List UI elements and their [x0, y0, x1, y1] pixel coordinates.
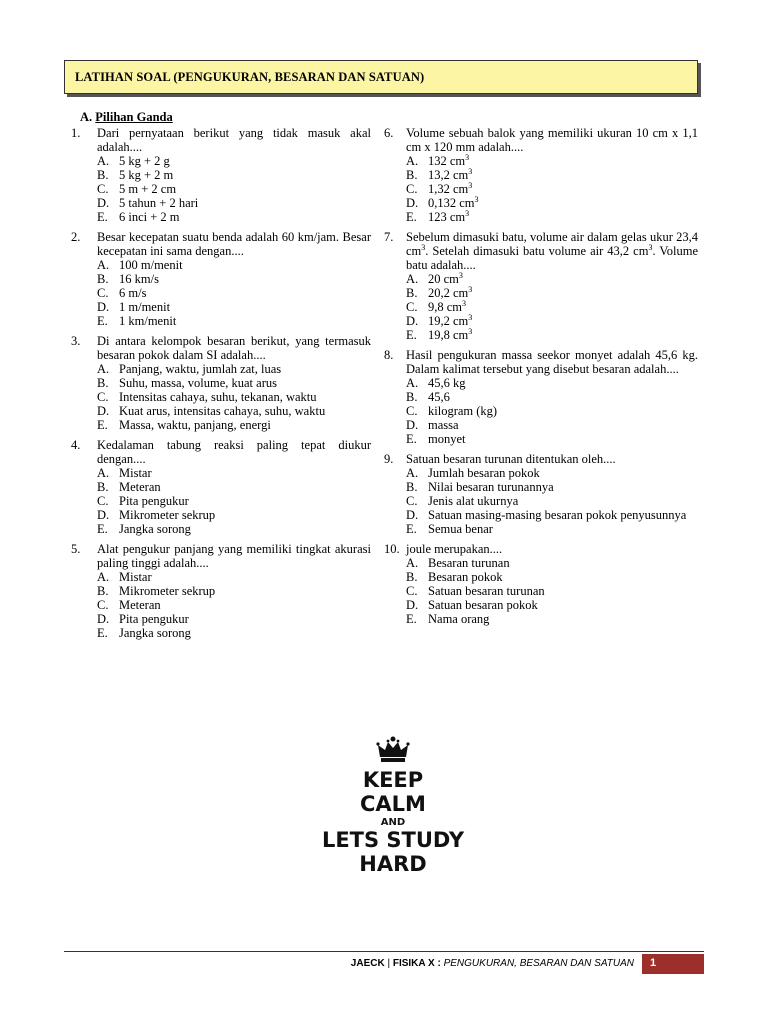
- question-text: Di antara kelompok besaran berikut, yang termasuk besaran pokok dalam SI adalah....: [97, 334, 371, 362]
- option-letter: B.: [97, 168, 109, 182]
- answer-option: [97, 418, 371, 432]
- question-item: [71, 126, 371, 224]
- answer-option: [97, 598, 371, 612]
- page-number: 1: [650, 957, 657, 969]
- option-letter: E.: [97, 418, 108, 432]
- option-text: Pita pengukur: [119, 494, 189, 508]
- page-number-box: [642, 954, 704, 974]
- option-text: Besaran turunan: [428, 556, 510, 570]
- option-letter: D.: [406, 598, 419, 612]
- superscript: 3: [468, 167, 473, 176]
- superscript: 3: [465, 209, 470, 218]
- question-text-part: . Volume batu adalah....: [406, 244, 699, 272]
- answer-option: [97, 390, 371, 404]
- option-text: 6 inci + 2 m: [119, 210, 180, 224]
- poster-lets-study: LETS STUDY: [321, 828, 465, 852]
- option-letter: C.: [406, 404, 418, 418]
- answer-option: [406, 432, 698, 446]
- section-heading: [80, 110, 173, 125]
- option-letter: B.: [97, 272, 109, 286]
- answer-option: [97, 522, 371, 536]
- question-number: 7.: [384, 230, 394, 244]
- option-letter: A.: [406, 272, 419, 286]
- option-text: 5 kg + 2 m: [119, 168, 174, 182]
- option-letter: E.: [97, 314, 108, 328]
- option-text: monyet: [428, 432, 466, 446]
- crown-icon: [374, 734, 412, 764]
- option-text: Pita pengukur: [119, 612, 189, 626]
- answer-option: [406, 300, 698, 314]
- answer-option: [406, 508, 698, 522]
- answer-option: [406, 376, 698, 390]
- answer-option: [97, 626, 371, 640]
- question-number: 8.: [384, 348, 394, 362]
- option-letter: D.: [406, 508, 419, 522]
- answer-option: [97, 286, 371, 300]
- option-letter: C.: [97, 598, 109, 612]
- answer-option: [97, 508, 371, 522]
- option-text: 1 km/menit: [119, 314, 177, 328]
- answer-option: [406, 556, 698, 570]
- question-item: [71, 230, 371, 328]
- option-letter: B.: [406, 480, 418, 494]
- option-text: 5 tahun + 2 hari: [119, 196, 199, 210]
- option-text: Suhu, massa, volume, kuat arus: [119, 376, 277, 390]
- option-letter: E.: [406, 328, 417, 342]
- footer-text: [351, 958, 634, 969]
- option-letter: B.: [406, 390, 418, 404]
- option-text: Nama orang: [428, 612, 490, 626]
- section-title: Pilihan Ganda: [95, 110, 173, 124]
- answer-option: [406, 314, 698, 328]
- question-text: [406, 230, 698, 272]
- question-number: 6.: [384, 126, 394, 140]
- option-text: Massa, waktu, panjang, energi: [119, 418, 271, 432]
- option-letter: B.: [406, 570, 418, 584]
- option-text: Kuat arus, intensitas cahaya, suhu, waktu: [119, 404, 326, 418]
- option-text: Meteran: [119, 480, 161, 494]
- question-text: Alat pengukur panjang yang memiliki tingkat akurasi paling tinggi adalah....: [97, 542, 371, 570]
- question-number: 2.: [71, 230, 81, 244]
- option-text: 1,32 cm: [428, 182, 469, 196]
- answer-option: [406, 404, 698, 418]
- superscript: 3: [474, 195, 479, 204]
- question-number: 4.: [71, 438, 81, 452]
- option-text: 19,2 cm: [428, 314, 469, 328]
- option-letter: D.: [97, 196, 110, 210]
- answer-option: [406, 182, 698, 196]
- option-letter: D.: [406, 418, 419, 432]
- answer-option: [97, 362, 371, 376]
- answer-option: [406, 196, 698, 210]
- question-number: 9.: [384, 452, 394, 466]
- answer-option: [406, 494, 698, 508]
- answer-option: [97, 404, 371, 418]
- option-letter: A.: [406, 556, 419, 570]
- option-text: Mikrometer sekrup: [119, 584, 216, 598]
- option-letter: D.: [97, 300, 110, 314]
- option-text: 132 cm: [428, 154, 466, 168]
- question-item: [384, 348, 698, 446]
- question-text: Volume sebuah balok yang memiliki ukuran 10 cm x 1,1 cm x 120 mm adalah....: [406, 126, 698, 154]
- question-text-part: . Setelah dimasuki batu volume air 43,2 cm: [425, 244, 649, 258]
- option-text: 20,2 cm: [428, 286, 469, 300]
- option-text: Intensitas cahaya, suhu, tekanan, waktu: [119, 390, 317, 404]
- superscript: 3: [458, 271, 463, 280]
- option-text: Nilai besaran turunannya: [428, 480, 554, 494]
- poster-hard: HARD: [359, 852, 427, 876]
- option-letter: B.: [97, 376, 109, 390]
- superscript: 3: [468, 181, 473, 190]
- option-text: Mistar: [119, 570, 152, 584]
- question-number: 3.: [71, 334, 81, 348]
- option-letter: D.: [406, 314, 419, 328]
- answer-option: [97, 210, 371, 224]
- option-text: Satuan masing-masing besaran pokok penyusunnya: [428, 508, 687, 522]
- option-text: 0,132 cm: [428, 196, 475, 210]
- answer-option: [97, 570, 371, 584]
- answer-option: [406, 168, 698, 182]
- question-number: 1.: [71, 126, 81, 140]
- option-text: 13,2 cm: [428, 168, 469, 182]
- option-text: 19,8 cm: [428, 328, 469, 342]
- option-text: 100 m/menit: [119, 258, 183, 272]
- option-text: kilogram (kg): [428, 404, 498, 418]
- answer-option: [406, 612, 698, 626]
- question-item: [71, 334, 371, 432]
- answer-option: [97, 272, 371, 286]
- option-text: 6 m/s: [119, 286, 147, 300]
- option-text: 5 kg + 2 g: [119, 154, 170, 168]
- superscript: 3: [421, 243, 426, 252]
- option-letter: D.: [97, 508, 110, 522]
- answer-option: [97, 612, 371, 626]
- option-text: 5 m + 2 cm: [119, 182, 177, 196]
- option-text: Semua benar: [428, 522, 493, 536]
- answer-option: [406, 286, 698, 300]
- question-item: [384, 126, 698, 224]
- answer-option: [97, 154, 371, 168]
- questions-right-column: [384, 126, 698, 626]
- option-letter: C.: [406, 300, 418, 314]
- option-letter: A.: [97, 570, 110, 584]
- footer-subject: FISIKA X :: [392, 958, 444, 969]
- answer-option: [406, 418, 698, 432]
- poster-calm: CALM: [360, 792, 426, 816]
- answer-option: [406, 598, 698, 612]
- option-letter: A.: [97, 154, 110, 168]
- option-letter: A.: [406, 376, 419, 390]
- superscript: 3: [468, 313, 473, 322]
- option-letter: B.: [97, 584, 109, 598]
- option-letter: E.: [406, 612, 417, 626]
- answer-option: [406, 154, 698, 168]
- question-item: [384, 452, 698, 536]
- answer-option: [406, 466, 698, 480]
- option-letter: A.: [97, 258, 110, 272]
- page-title: LATIHAN SOAL (PENGUKURAN, BESARAN DAN SATUAN): [75, 70, 425, 84]
- option-text: 16 km/s: [119, 272, 159, 286]
- option-letter: E.: [406, 432, 417, 446]
- superscript: 3: [648, 243, 653, 252]
- question-number: 5.: [71, 542, 81, 556]
- option-text: 123 cm: [428, 210, 466, 224]
- footer-divider: [64, 951, 704, 952]
- question-text: Dari pernyataan berikut yang tidak masuk akal adalah....: [97, 126, 371, 154]
- option-letter: D.: [97, 404, 110, 418]
- poster-keep: KEEP: [362, 768, 424, 792]
- option-text: massa: [428, 418, 459, 432]
- answer-option: [406, 480, 698, 494]
- option-letter: B.: [97, 480, 109, 494]
- question-text: Satuan besaran turunan ditentukan oleh....: [406, 452, 616, 466]
- answer-option: [97, 376, 371, 390]
- option-text: 20 cm: [428, 272, 459, 286]
- section-letter: A.: [80, 110, 93, 124]
- question-item: [71, 438, 371, 536]
- answer-option: [97, 182, 371, 196]
- question-text: Kedalaman tabung reaksi paling tepat diukur dengan....: [97, 438, 371, 466]
- option-text: Mikrometer sekrup: [119, 508, 216, 522]
- superscript: 3: [462, 299, 467, 308]
- superscript: 3: [468, 285, 473, 294]
- footer-sep: |: [384, 958, 393, 969]
- answer-option: [97, 584, 371, 598]
- option-letter: C.: [97, 286, 109, 300]
- answer-option: [97, 494, 371, 508]
- keep-calm-poster: [316, 734, 470, 880]
- option-letter: E.: [97, 522, 108, 536]
- question-text-part: Sebelum dimasuki batu, volume air dalam gelas ukur 23,4 cm: [406, 230, 698, 258]
- question-text: joule merupakan....: [406, 542, 503, 556]
- option-text: Satuan besaran turunan: [428, 584, 545, 598]
- answer-option: [97, 258, 371, 272]
- option-text: Mistar: [119, 466, 152, 480]
- option-text: 45,6 kg: [428, 376, 466, 390]
- option-letter: E.: [406, 210, 417, 224]
- footer-author: JAECK: [350, 958, 385, 969]
- answer-option: [406, 210, 698, 224]
- option-text: Panjang, waktu, jumlah zat, luas: [119, 362, 282, 376]
- option-text: Besaran pokok: [428, 570, 503, 584]
- option-text: 9,8 cm: [428, 300, 463, 314]
- answer-option: [97, 314, 371, 328]
- option-letter: A.: [406, 466, 419, 480]
- option-letter: A.: [97, 362, 110, 376]
- answer-option: [97, 196, 371, 210]
- answer-option: [406, 570, 698, 584]
- option-letter: C.: [406, 182, 418, 196]
- option-letter: C.: [406, 494, 418, 508]
- question-number: 10.: [384, 542, 400, 556]
- answer-option: [97, 480, 371, 494]
- answer-option: [406, 522, 698, 536]
- option-text: Satuan besaran pokok: [428, 598, 538, 612]
- option-letter: B.: [406, 286, 418, 300]
- option-text: Jangka sorong: [119, 626, 191, 640]
- option-letter: E.: [406, 522, 417, 536]
- poster-and: AND: [380, 817, 406, 828]
- footer-topic: PENGUKURAN, BESARAN DAN SATUAN: [443, 958, 634, 969]
- question-item: [384, 542, 698, 626]
- questions-left-column: [71, 126, 371, 640]
- answer-option: [97, 168, 371, 182]
- answer-option: [97, 300, 371, 314]
- answer-option: [406, 328, 698, 342]
- option-letter: C.: [97, 494, 109, 508]
- option-letter: C.: [97, 390, 109, 404]
- question-item: [71, 542, 371, 640]
- option-letter: B.: [406, 168, 418, 182]
- answer-option: [406, 584, 698, 598]
- option-letter: D.: [406, 196, 419, 210]
- option-letter: E.: [97, 210, 108, 224]
- option-text: 1 m/menit: [119, 300, 171, 314]
- option-letter: E.: [97, 626, 108, 640]
- option-text: Meteran: [119, 598, 161, 612]
- option-letter: C.: [406, 584, 418, 598]
- question-text: Besar kecepatan suatu benda adalah 60 km/jam. Besar kecepatan ini sama dengan....: [97, 230, 371, 258]
- superscript: 3: [465, 153, 470, 162]
- option-letter: A.: [97, 466, 110, 480]
- option-text: Jumlah besaran pokok: [428, 466, 540, 480]
- option-text: 45,6: [428, 390, 450, 404]
- option-letter: C.: [97, 182, 109, 196]
- option-text: Jenis alat ukurnya: [428, 494, 519, 508]
- answer-option: [406, 272, 698, 286]
- option-letter: A.: [406, 154, 419, 168]
- answer-option: [406, 390, 698, 404]
- option-letter: D.: [97, 612, 110, 626]
- title-box: [64, 60, 698, 94]
- answer-option: [97, 466, 371, 480]
- question-item: [384, 230, 698, 342]
- question-text: Hasil pengukuran massa seekor monyet adalah 45,6 kg. Dalam kalimat tersebut yang disebut besaran adalah....: [406, 348, 698, 376]
- superscript: 3: [468, 327, 473, 336]
- option-text: Jangka sorong: [119, 522, 191, 536]
